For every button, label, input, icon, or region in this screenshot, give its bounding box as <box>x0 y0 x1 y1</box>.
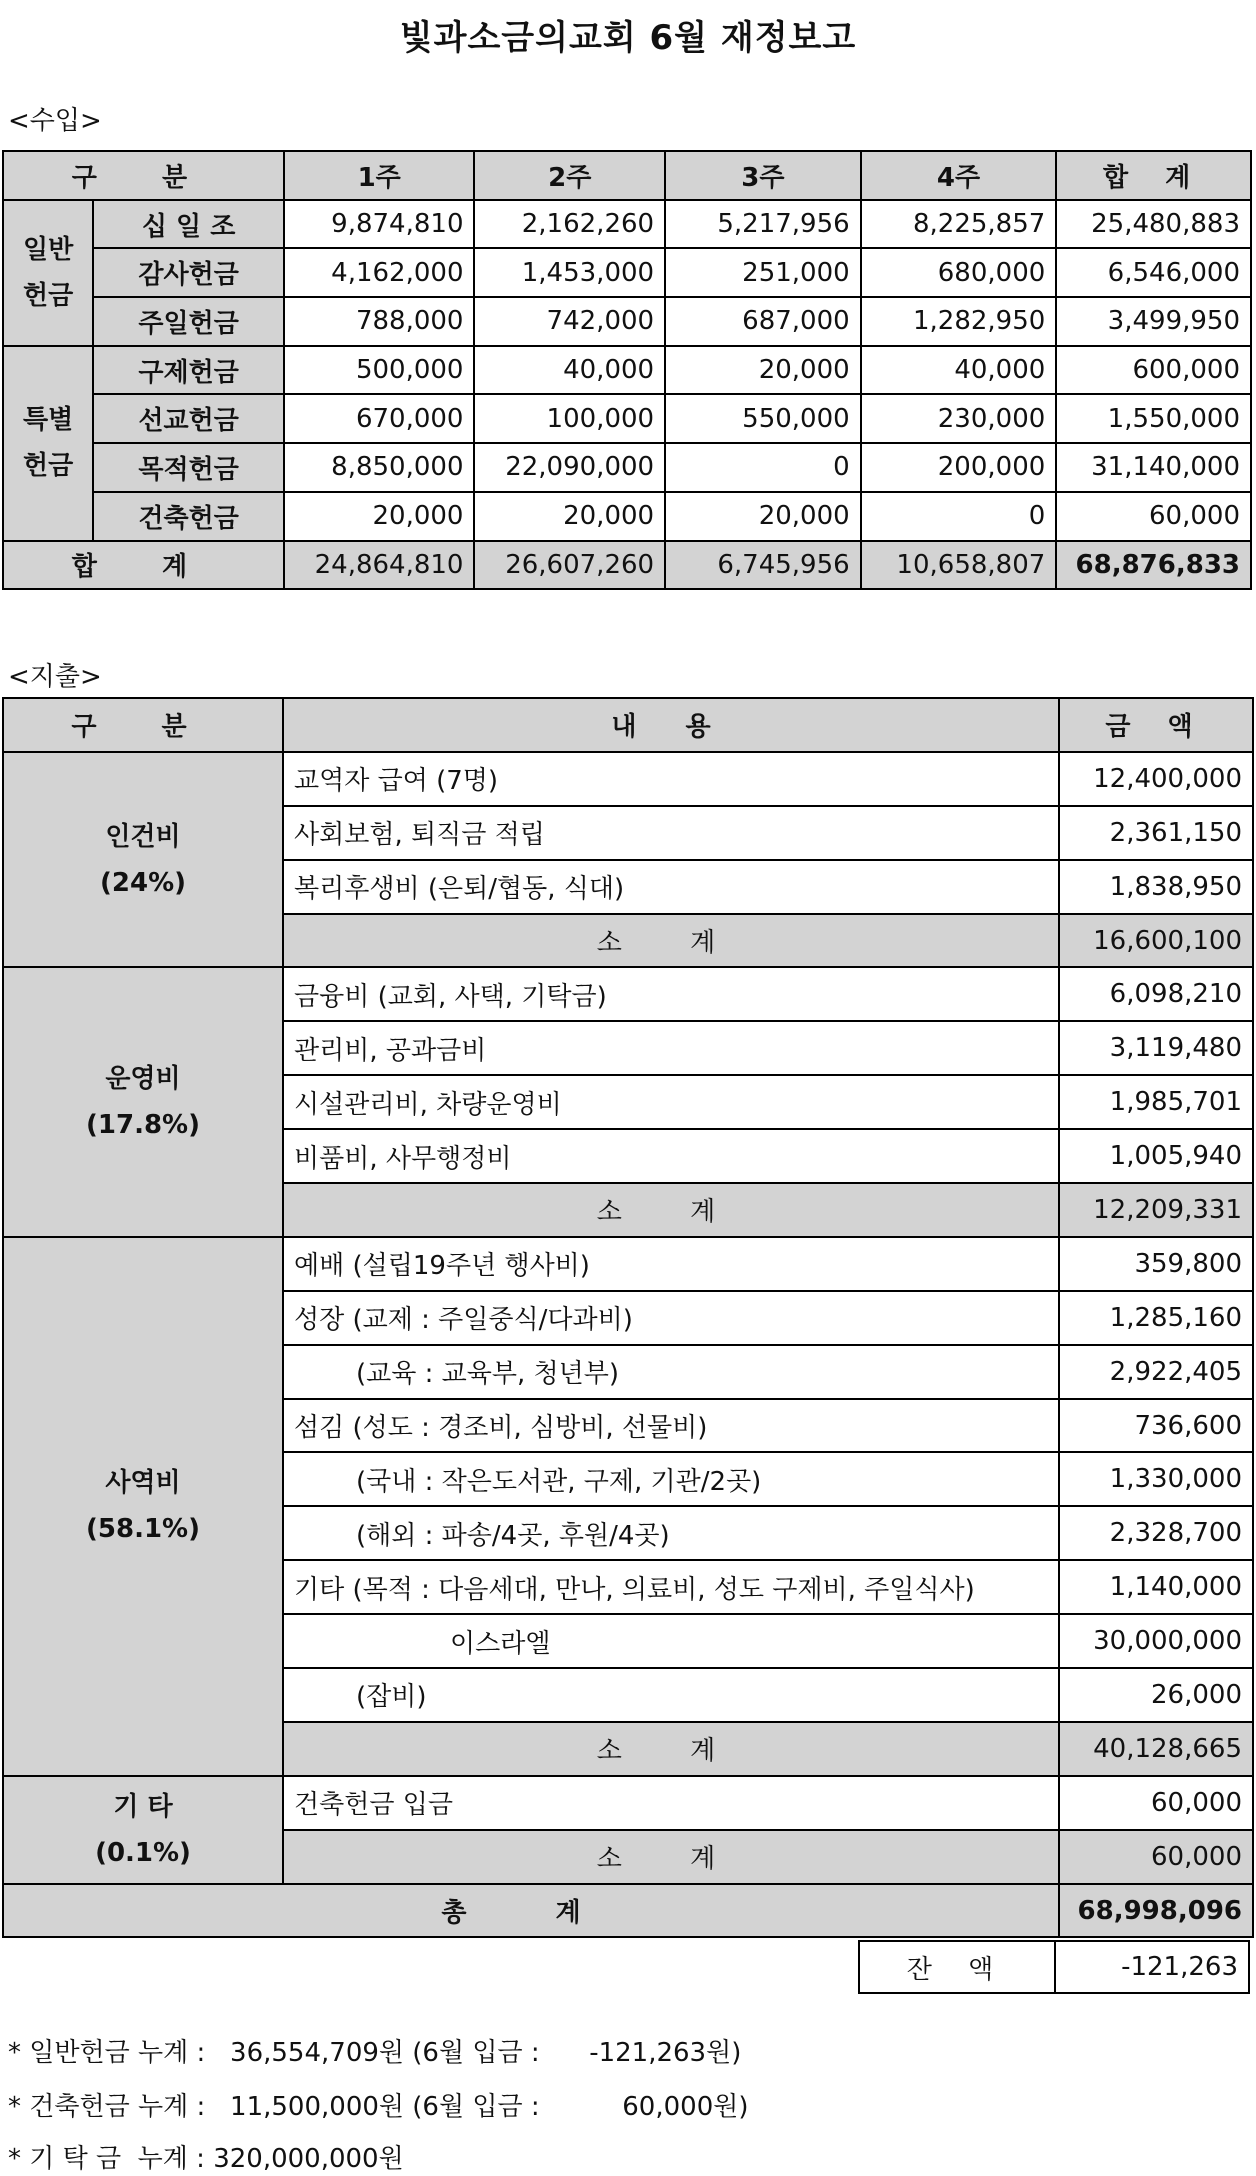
income-row-total: 6,546,000 <box>1056 248 1251 297</box>
expense-amount: 26,000 <box>1059 1668 1253 1722</box>
income-row-label: 주일헌금 <box>93 297 284 346</box>
subtotal-amount: 16,600,100 <box>1059 914 1253 968</box>
income-row-label: 십 일 조 <box>93 200 284 249</box>
income-cell: 2,162,260 <box>474 200 665 249</box>
income-cell: 742,000 <box>474 297 665 346</box>
expense-table <box>2 697 1254 1938</box>
expense-amount: 12,400,000 <box>1059 752 1253 806</box>
expense-amount: 3,119,480 <box>1059 1021 1253 1075</box>
grand-total-amount: 68,998,096 <box>1059 1884 1253 1938</box>
income-section-label: <수입> <box>8 106 102 136</box>
expense-item: (교육 : 교육부, 청년부) <box>283 1345 1059 1399</box>
expense-amount: 1,140,000 <box>1059 1560 1253 1614</box>
expense-item: (국내 : 작은도서관, 구제, 기관/2곳) <box>283 1452 1059 1506</box>
income-cell: 8,225,857 <box>861 200 1057 249</box>
income-header-week3: 3주 <box>665 151 861 200</box>
income-row-label: 구제헌금 <box>93 346 284 395</box>
income-cell: 100,000 <box>474 394 665 443</box>
subtotal-amount: 12,209,331 <box>1059 1183 1253 1237</box>
income-cell: 20,000 <box>284 492 475 541</box>
expense-amount: 736,600 <box>1059 1399 1253 1453</box>
grand-total-label: 총 계 <box>3 1884 1059 1938</box>
expense-section-label: <지출> <box>8 662 102 692</box>
note-deposit: * 기 탁 금 누계 : 320,000,000원 <box>8 2144 404 2174</box>
income-cell: 200,000 <box>861 443 1057 492</box>
income-cell: 251,000 <box>665 248 861 297</box>
income-sum-cell: 24,864,810 <box>284 541 475 590</box>
expense-category-ministry <box>3 1237 283 1776</box>
income-cell: 0 <box>861 492 1057 541</box>
income-group-general: 일반 헌금 <box>3 200 93 346</box>
income-row-total: 600,000 <box>1056 346 1251 395</box>
expense-item: 이스라엘 <box>283 1614 1059 1668</box>
expense-item: 시설관리비, 차량운영비 <box>283 1075 1059 1129</box>
income-cell: 20,000 <box>665 492 861 541</box>
expense-item: 건축헌금 입금 <box>283 1776 1059 1830</box>
income-row-label: 목적헌금 <box>93 443 284 492</box>
expense-amount: 6,098,210 <box>1059 967 1253 1021</box>
income-group-special: 특별 헌금 <box>3 346 93 541</box>
expense-item: 사회보험, 퇴직금 적립 <box>283 806 1059 860</box>
income-cell: 680,000 <box>861 248 1057 297</box>
expense-item: 성장 (교제 : 주일중식/다과비) <box>283 1291 1059 1345</box>
income-sum-cell: 26,607,260 <box>474 541 665 590</box>
income-cell: 40,000 <box>474 346 665 395</box>
expense-amount: 1,285,160 <box>1059 1291 1253 1345</box>
income-sum-cell: 6,745,956 <box>665 541 861 590</box>
subtotal-label: 소 계 <box>283 1183 1059 1237</box>
expense-item: 예배 (설립19주년 행사비) <box>283 1237 1059 1291</box>
note-building-offering: * 건축헌금 누계 : 11,500,000원 (6월 입금 : 60,000원) <box>8 2092 749 2122</box>
income-header-category: 구 분 <box>3 151 284 200</box>
income-cell: 1,282,950 <box>861 297 1057 346</box>
income-cell: 20,000 <box>665 346 861 395</box>
balance-label: 잔 액 <box>859 1941 1055 1993</box>
subtotal-label: 소 계 <box>283 1830 1059 1884</box>
expense-amount: 1,005,940 <box>1059 1129 1253 1183</box>
income-table <box>2 150 1252 590</box>
category-name: 사역비 <box>105 1468 181 1499</box>
income-sum-label: 합 계 <box>3 541 284 590</box>
category-percent: (58.1%) <box>86 1514 200 1545</box>
expense-header-category: 구 분 <box>3 698 283 752</box>
income-header-week4: 4주 <box>861 151 1057 200</box>
expense-amount: 2,328,700 <box>1059 1506 1253 1560</box>
balance-table <box>858 1940 1250 1994</box>
income-sum-cell: 10,658,807 <box>861 541 1057 590</box>
expense-item: 관리비, 공과금비 <box>283 1021 1059 1075</box>
income-row-total: 25,480,883 <box>1056 200 1251 249</box>
income-row-total: 60,000 <box>1056 492 1251 541</box>
expense-amount: 1,330,000 <box>1059 1452 1253 1506</box>
expense-item: (잡비) <box>283 1668 1059 1722</box>
income-cell: 8,850,000 <box>284 443 475 492</box>
category-name: 기 타 <box>113 1791 173 1822</box>
income-row-label: 건축헌금 <box>93 492 284 541</box>
subtotal-amount: 60,000 <box>1059 1830 1253 1884</box>
expense-header-detail: 내 용 <box>283 698 1059 752</box>
income-row-total: 3,499,950 <box>1056 297 1251 346</box>
expense-amount: 60,000 <box>1059 1776 1253 1830</box>
expense-item: 비품비, 사무행정비 <box>283 1129 1059 1183</box>
expense-amount: 2,922,405 <box>1059 1345 1253 1399</box>
income-cell: 5,217,956 <box>665 200 861 249</box>
category-percent: (24%) <box>100 867 186 898</box>
expense-item: 기타 (목적 : 다음세대, 만나, 의료비, 성도 구제비, 주일식사) <box>283 1560 1059 1614</box>
note-general-offering: * 일반헌금 누계 : 36,554,709원 (6월 입금 : -121,263원) <box>8 2038 742 2068</box>
income-header-week2: 2주 <box>474 151 665 200</box>
expense-item: (해외 : 파송/4곳, 후원/4곳) <box>283 1506 1059 1560</box>
income-header-week1: 1주 <box>284 151 475 200</box>
expense-item: 교역자 급여 (7명) <box>283 752 1059 806</box>
income-cell: 788,000 <box>284 297 475 346</box>
income-header-total: 합 계 <box>1056 151 1251 200</box>
income-row-label: 감사헌금 <box>93 248 284 297</box>
expense-item: 복리후생비 (은퇴/협동, 식대) <box>283 860 1059 914</box>
subtotal-label: 소 계 <box>283 1722 1059 1776</box>
expense-header-amount: 금 액 <box>1059 698 1253 752</box>
expense-amount: 30,000,000 <box>1059 1614 1253 1668</box>
income-row-total: 31,140,000 <box>1056 443 1251 492</box>
income-cell: 9,874,810 <box>284 200 475 249</box>
income-cell: 20,000 <box>474 492 665 541</box>
expense-amount: 359,800 <box>1059 1237 1253 1291</box>
balance-value: -121,263 <box>1055 1941 1249 1993</box>
expense-category-other <box>3 1776 283 1884</box>
income-grand-total: 68,876,833 <box>1056 541 1251 590</box>
income-cell: 4,162,000 <box>284 248 475 297</box>
income-cell: 500,000 <box>284 346 475 395</box>
expense-item: 섬김 (성도 : 경조비, 심방비, 선물비) <box>283 1399 1059 1453</box>
income-row-total: 1,550,000 <box>1056 394 1251 443</box>
income-cell: 0 <box>665 443 861 492</box>
expense-item: 금융비 (교회, 사택, 기탁금) <box>283 967 1059 1021</box>
expense-category-personnel <box>3 752 283 968</box>
page-title: 빛과소금의교회 6월 재정보고 <box>399 18 857 58</box>
expense-amount: 2,361,150 <box>1059 806 1253 860</box>
income-cell: 230,000 <box>861 394 1057 443</box>
income-cell: 687,000 <box>665 297 861 346</box>
expense-amount: 1,838,950 <box>1059 860 1253 914</box>
income-cell: 670,000 <box>284 394 475 443</box>
income-cell: 40,000 <box>861 346 1057 395</box>
income-cell: 22,090,000 <box>474 443 665 492</box>
expense-amount: 1,985,701 <box>1059 1075 1253 1129</box>
income-cell: 550,000 <box>665 394 861 443</box>
category-name: 인건비 <box>105 821 181 852</box>
subtotal-amount: 40,128,665 <box>1059 1722 1253 1776</box>
expense-category-operating <box>3 967 283 1236</box>
subtotal-label: 소 계 <box>283 914 1059 968</box>
category-name: 운영비 <box>105 1064 181 1095</box>
category-percent: (0.1%) <box>95 1837 191 1868</box>
income-cell: 1,453,000 <box>474 248 665 297</box>
income-row-label: 선교헌금 <box>93 394 284 443</box>
category-percent: (17.8%) <box>86 1110 200 1141</box>
